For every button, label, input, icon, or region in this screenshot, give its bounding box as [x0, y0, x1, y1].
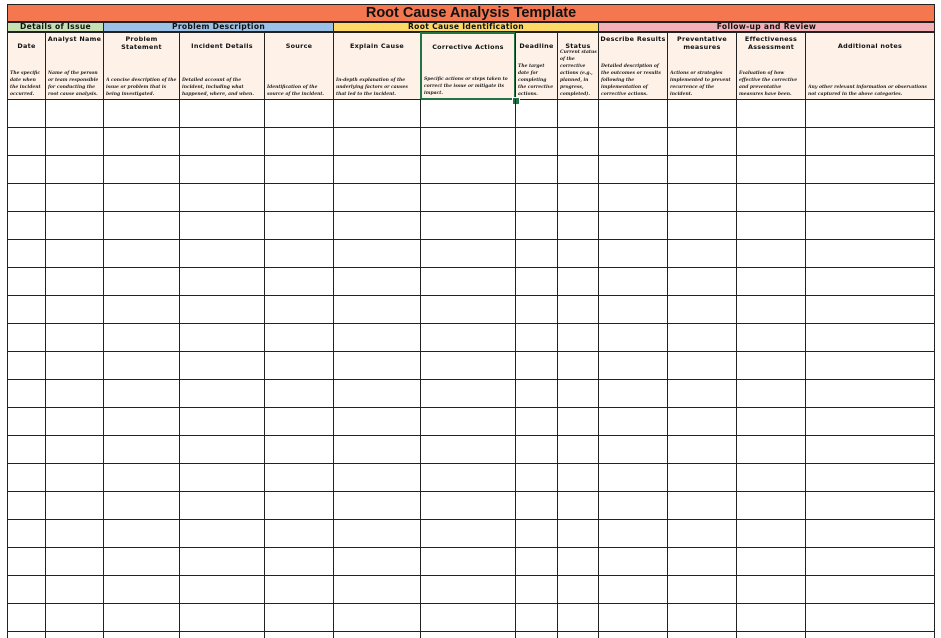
column-header-status[interactable] — [557, 32, 599, 100]
column-header-describe-results[interactable] — [598, 32, 668, 100]
grid-row-line — [7, 379, 935, 380]
grid-row-line — [7, 603, 935, 604]
column-name: Corrective Actions — [432, 43, 504, 51]
grid-column-line — [805, 99, 806, 638]
grid-column-line — [736, 99, 737, 638]
grid-row-line — [7, 575, 935, 576]
column-description: Identification of the source of the incident. — [267, 85, 324, 97]
column-description: The target date for completing the corrective actions. — [518, 64, 554, 97]
grid-column-line — [934, 99, 935, 638]
grid-column-line — [515, 99, 516, 638]
column-description: Specific actions or steps taken to correct the issue or mitigate its impact. — [424, 77, 508, 96]
grid-column-line — [45, 99, 46, 638]
grid-column-line — [667, 99, 668, 638]
column-name: Describe Results — [600, 35, 666, 43]
column-header-source[interactable] — [264, 32, 334, 100]
column-header-problem-statement[interactable] — [103, 32, 180, 100]
grid-row-line — [7, 267, 935, 268]
column-description: Actions or strategies implemented to prevent recurrence of the incident. — [670, 71, 731, 97]
column-header-deadline[interactable] — [515, 32, 558, 100]
grid-row-line — [7, 323, 935, 324]
grid-column-line — [179, 99, 180, 638]
column-name: Effectiveness Assessment — [744, 35, 798, 51]
grid-column-line — [103, 99, 104, 638]
grid-row-line — [7, 519, 935, 520]
column-description: Name of the person or team responsible for conducting the root cause analysis. — [48, 71, 99, 97]
column-description: Detailed description of the outcomes or results following the implementation of corrective actions. — [601, 64, 661, 97]
column-description: The specific date when the incident occurred. — [10, 71, 41, 97]
column-name: Source — [285, 42, 313, 50]
selection-fill-handle[interactable] — [512, 97, 520, 105]
column-name: Deadline — [519, 42, 554, 50]
column-description: Any other relevant information or observations not captured in the above categories. — [808, 85, 927, 97]
grid-row-line — [7, 295, 935, 296]
group-problem-description[interactable]: Problem Description — [103, 22, 334, 32]
column-description: Evaluation of how effective the corrective and preventative measures have been. — [739, 71, 798, 97]
grid-row-line — [7, 463, 935, 464]
column-description: Current status of the corrective actions (e.g., planned, in progress, completed). — [560, 50, 597, 97]
column-header-date[interactable] — [7, 32, 46, 100]
grid-row-line — [7, 407, 935, 408]
column-description: A concise description of the issue or problem that is being investigated. — [106, 78, 177, 97]
column-name: Date — [17, 42, 36, 50]
grid-column-line — [264, 99, 265, 638]
grid-row-line — [7, 435, 935, 436]
sheet-title[interactable]: Root Cause Analysis Template — [7, 4, 935, 22]
group-follow-up-and-review[interactable]: Follow-up and Review — [598, 22, 935, 32]
grid-row-line — [7, 239, 935, 240]
column-header-analyst-name[interactable] — [45, 32, 104, 100]
column-description: In-depth explanation of the underlying factors or causes that led to the incident. — [336, 78, 408, 97]
column-header-corrective-actions[interactable] — [420, 32, 516, 100]
grid-column-line — [333, 99, 334, 638]
column-name: Additional notes — [837, 42, 903, 50]
column-name: Analyst Name — [47, 35, 102, 43]
column-description: Detailed account of the incident, including what happened, where, and when. — [182, 78, 254, 97]
column-name: Problem Statement — [121, 35, 162, 51]
group-details-of-issue[interactable]: Details of Issue — [7, 22, 104, 32]
grid-column-line — [598, 99, 599, 638]
grid-row-line — [7, 631, 935, 632]
column-name: Explain Cause — [349, 42, 405, 50]
grid-row-line — [7, 211, 935, 212]
column-header-incident-details[interactable] — [179, 32, 265, 100]
column-header-additional-notes[interactable] — [805, 32, 935, 100]
grid-row-line — [7, 127, 935, 128]
grid-row-line — [7, 491, 935, 492]
grid-row-line — [7, 351, 935, 352]
column-name: Status — [565, 42, 591, 50]
grid-column-line — [7, 99, 8, 638]
column-header-effectiveness-assessment[interactable] — [736, 32, 806, 100]
grid-row-line — [7, 547, 935, 548]
grid-column-line — [557, 99, 558, 638]
column-header-preventative-measures[interactable] — [667, 32, 737, 100]
group-root-cause-identification[interactable]: Root Cause Identification — [333, 22, 599, 32]
column-name: Incident Details — [191, 42, 253, 50]
grid-row-line — [7, 183, 935, 184]
grid-column-line — [420, 99, 421, 638]
column-name: Preventative measures — [677, 35, 727, 51]
grid-row-line — [7, 155, 935, 156]
column-header-explain-cause[interactable] — [333, 32, 421, 100]
